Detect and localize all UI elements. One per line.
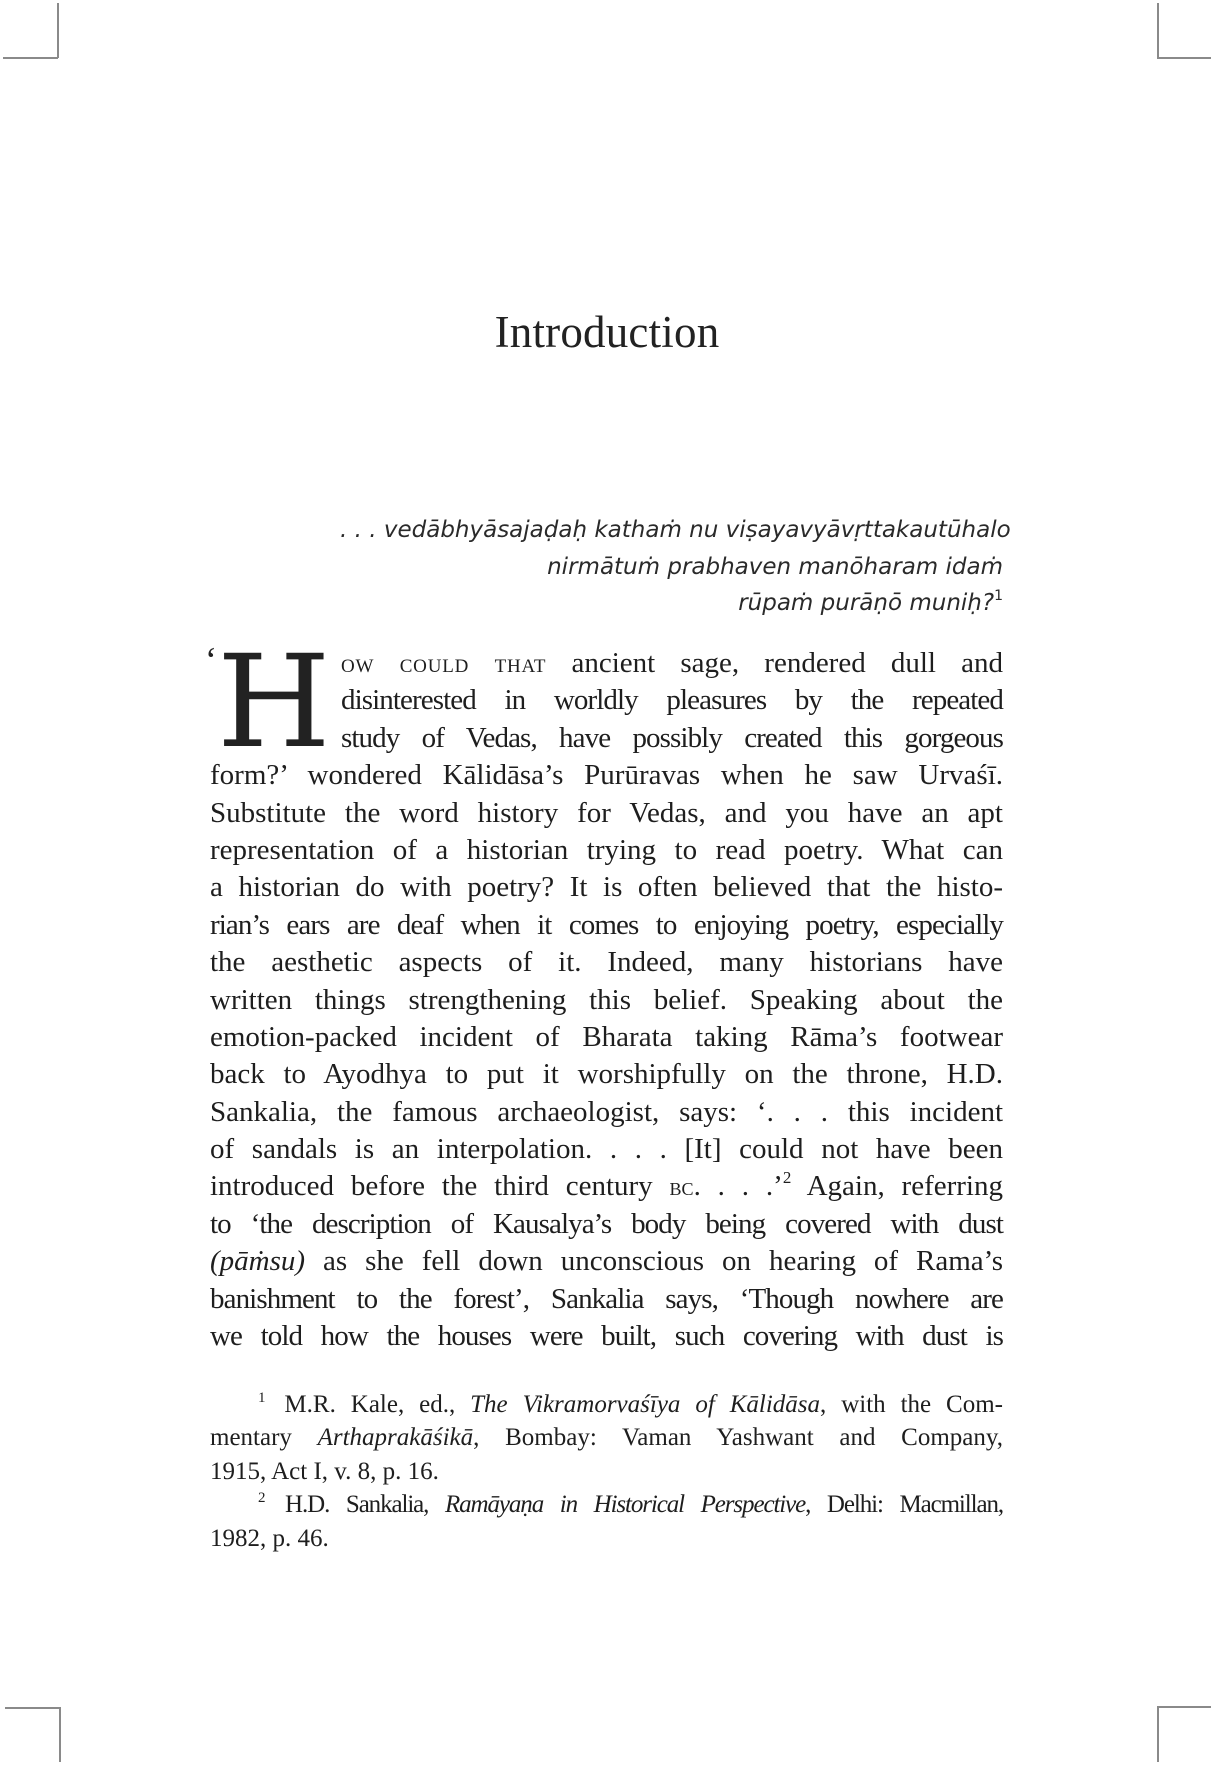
epigraph-line-2: nirmātuṁ prabhaven manōharam idaṁ [547, 553, 1003, 580]
body-line-4 [210, 757, 1003, 794]
opening-quote-mark: ‘ [205, 640, 217, 680]
ellipsis-quote: . . . .’ [693, 1170, 783, 1203]
footnotes [210, 1388, 1003, 1555]
body-line-18-text: banishment to the forest’, Sankalia says, ‘Though nowhere are [210, 1282, 1003, 1315]
crop-mark-top-right-vertical [1157, 3, 1159, 58]
body-line-5-text: Substitute the word history for Vedas, and you have an apt [210, 796, 1003, 829]
bc-small-caps: bc [669, 1172, 694, 1202]
chapter-title: Introduction [494, 307, 720, 357]
footnote-1-publisher: , Bombay: Vaman Yashwant and Company, [473, 1424, 1003, 1452]
crop-mark-top-right-horizontal [1157, 57, 1211, 59]
body-line-9 [210, 944, 1003, 981]
footnote-1-commentary-title: Arthaprakāśikā [317, 1424, 474, 1452]
body-line-9-text: the aesthetic aspects of it. Indeed, many historians have [210, 946, 1003, 979]
footnote-2-publisher: , Delhi: Macmillan, [805, 1491, 1004, 1519]
body-line-11-text: emotion-packed incident of Bharata taking Rāma’s footwear [210, 1020, 1003, 1053]
body-line-6 [210, 832, 1003, 869]
footnote-2-author: H.D. Sankalia, [268, 1491, 445, 1519]
body-line-19 [210, 1318, 1003, 1355]
footnote-1-number: 1 [258, 1390, 266, 1406]
body-line-12-text: back to Ayodhya to put it worshipfully on the throne, H.D. [210, 1058, 1003, 1091]
body-line-8 [210, 907, 1003, 944]
italic-pamsu: (pāṁsu) [210, 1245, 306, 1278]
epigraph-line-3 [340, 585, 1003, 622]
crop-mark-top-left-horizontal [3, 57, 58, 59]
body-line-15-text: introduced before the third century [210, 1170, 670, 1203]
footnote-ref-1[interactable]: 1 [994, 588, 1003, 604]
body-line-17-text: as she fell down unconscious on hearing of Rama’s [305, 1245, 1003, 1278]
body-line-6-text: representation of a historian trying to read poetry. What can [210, 833, 1003, 866]
body-line-19-text: we told how the houses were built, such covering with dust is [210, 1320, 1003, 1353]
body-line-7 [210, 869, 1003, 906]
body-line-3-text: study of Vedas, have possibly created this gorgeous [341, 721, 1003, 754]
lead-small-caps: ow could that [341, 648, 547, 678]
footnote-2-line-1 [210, 1488, 1003, 1521]
crop-mark-top-left-vertical [57, 3, 59, 58]
body-line-18 [210, 1281, 1003, 1318]
epigraph-line-1: . . . vedābhyāsajaḍaḥ kathaṁ nu viṣayavyāvṛttakautūhalo [340, 517, 1011, 543]
body-line-1-text: ancient sage, rendered dull and [546, 647, 1003, 679]
body-line-3 [210, 720, 1003, 757]
body-line-16 [210, 1206, 1003, 1243]
body-line-4-text: form?’ wondered Kālidāsa’s Purūravas when he saw Urvaśī. [210, 759, 1003, 792]
footnote-1-line-2 [210, 1421, 1003, 1454]
body-line-11 [210, 1019, 1003, 1056]
footnote-1-text-d: mentary [210, 1424, 318, 1452]
body-line-1 [210, 645, 1003, 682]
footnote-1-line-1 [210, 1388, 1003, 1421]
drop-cap-letter: H [216, 648, 331, 758]
body-line-2-text: disinterested in worldly pleasures by the repeated [341, 684, 1003, 717]
body-line-2 [210, 682, 1003, 719]
footnote-1-title: The Vikramorvaśīya of Kālidāsa [470, 1391, 821, 1418]
crop-mark-bottom-left-vertical [59, 1707, 61, 1762]
body-line-7-text: a historian do with poetry? It is often believed that the histo- [210, 871, 1003, 904]
body-paragraph [210, 645, 1003, 1355]
body-line-17 [210, 1243, 1003, 1280]
body-line-15 [210, 1168, 1003, 1205]
crop-mark-bottom-left-horizontal [5, 1707, 60, 1709]
body-line-13-text: Sankalia, the famous archaeologist, says: ‘. . . this incident [210, 1095, 1003, 1128]
footnote-1-line-3: 1915, Act I, v. 8, p. 16. [210, 1457, 439, 1485]
body-line-14 [210, 1131, 1003, 1168]
footnote-1-author: M.R. Kale, ed., [269, 1391, 471, 1418]
body-line-12 [210, 1056, 1003, 1093]
body-line-10 [210, 982, 1003, 1019]
body-line-16-text: to ‘the description of Kausalya’s body being covered with dust [210, 1207, 1003, 1240]
body-line-10-text: written things strengthening this belief. Speaking about the [210, 983, 1003, 1016]
body-line-8-text: rian’s ears are deaf when it comes to enjoying poetry, especially [210, 908, 1003, 941]
footnote-ref-2[interactable]: 2 [782, 1168, 792, 1188]
body-line-13 [210, 1094, 1003, 1131]
epigraph [340, 512, 1011, 622]
footnote-2-number: 2 [258, 1490, 265, 1507]
body-line-5 [210, 795, 1003, 832]
body-line-14-text: of sandals is an interpolation. . . . [It] could not have been [210, 1133, 1003, 1166]
footnote-2-title: Ramāyaṇa in Historical Perspective [444, 1491, 806, 1519]
crop-mark-bottom-right-vertical [1157, 1706, 1159, 1762]
footnote-2-line-2: 1982, p. 46. [210, 1524, 329, 1552]
body-line-15-tail: Again, referring [791, 1170, 1003, 1203]
crop-mark-bottom-right-horizontal [1157, 1706, 1211, 1708]
epigraph-line-3-text: rūpaṁ purāṇō muniḥ? [738, 590, 995, 616]
footnote-1-text-c: , with the Com- [820, 1391, 1003, 1418]
